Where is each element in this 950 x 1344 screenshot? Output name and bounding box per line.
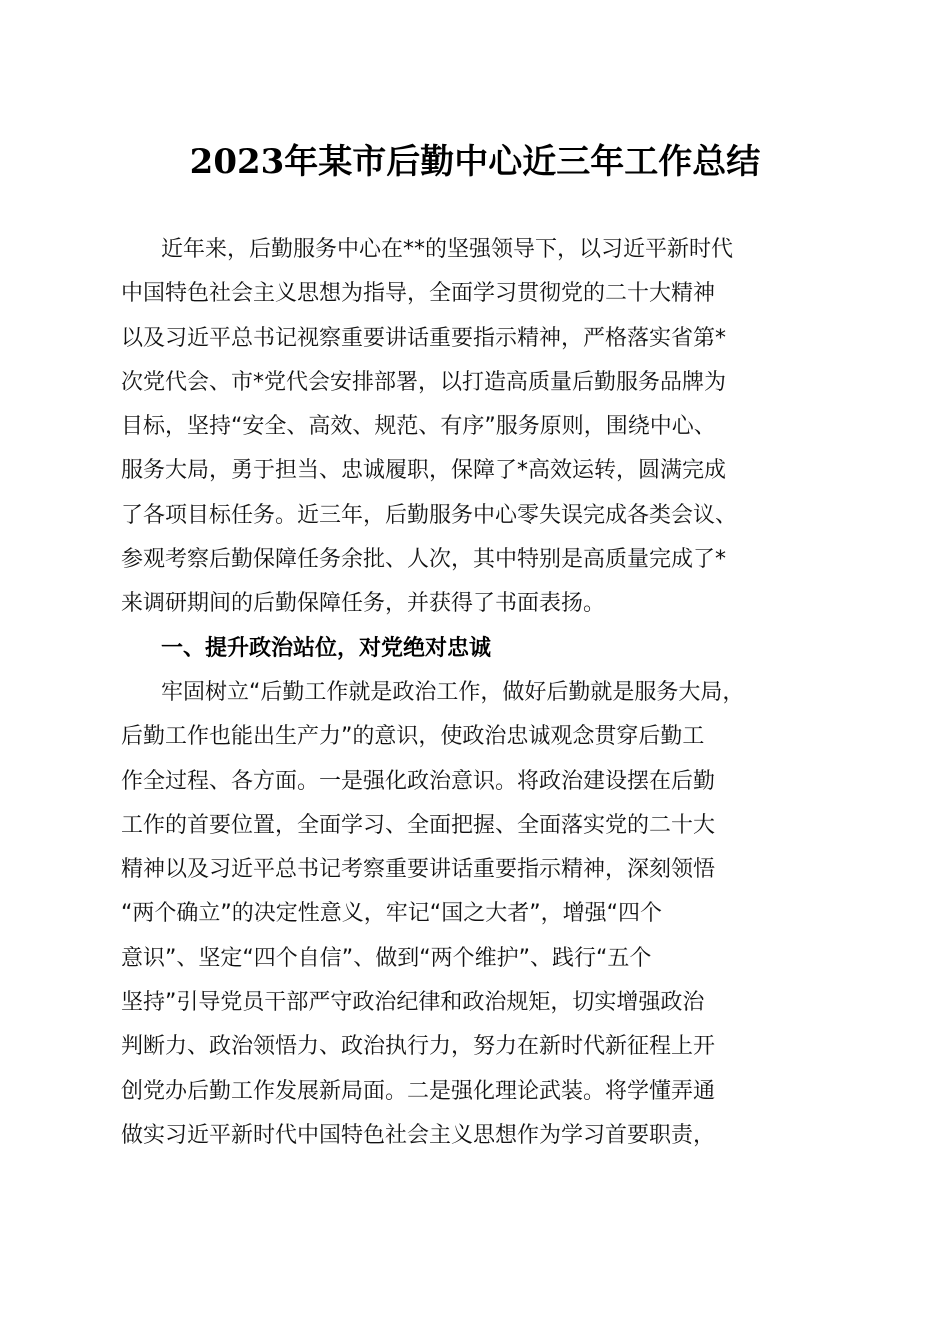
paragraph-line: 判断力、政治领悟力、政治执行力，努力在新时代新征程上开 xyxy=(121,1034,716,1060)
document-title: 2023年某市后勤中心近三年工作总结 xyxy=(189,142,761,182)
paragraph-line: 目标，坚持“安全、高效、规范、有序”服务原则，围绕中心、 xyxy=(121,414,716,440)
paragraph-line: 意识”、坚定“四个自信”、做到“两个维护”、践行“五个 xyxy=(121,945,652,971)
paragraph-line: 作全过程、各方面。一是强化政治意识。将政治建设摆在后勤 xyxy=(121,768,716,794)
paragraph-line: 中国特色社会主义思想为指导，全面学习贯彻党的二十大精神 xyxy=(121,281,716,307)
paragraph-line: 服务大局，勇于担当、忠诚履职，保障了*高效运转，圆满完成 xyxy=(121,458,727,484)
paragraph-line: 来调研期间的后勤保障任务，并获得了书面表扬。 xyxy=(121,591,606,617)
paragraph-line: 近年来，后勤服务中心在**的坚强领导下，以习近平新时代 xyxy=(161,237,734,262)
paragraph-line: 精神以及习近平总书记考察重要讲话重要指示精神，深刻领悟 xyxy=(121,857,716,883)
paragraph-line: “两个确立”的决定性意义，牢记“国之大者”，增强“四个 xyxy=(121,901,662,927)
paragraph-line: 参观考察后勤保障任务余批、人次，其中特别是高质量完成了* xyxy=(121,547,727,573)
paragraph-line: 工作的首要位置，全面学习、全面把握、全面落实党的二十大 xyxy=(121,812,716,838)
paragraph-line: 了各项目标任务。近三年，后勤服务中心零失误完成各类会议、 xyxy=(121,502,738,528)
paragraph-line: 牢固树立“后勤工作就是政治工作，做好后勤就是服务大局， xyxy=(161,679,745,705)
paragraph-line: 坚持”引导党员干部严守政治纪律和政治规矩，切实增强政治 xyxy=(121,990,705,1016)
paragraph-line: 次党代会、市*党代会安排部署，以打造高质量后勤服务品牌为 xyxy=(121,369,727,395)
paragraph-line: 做实习近平新时代中国特色社会主义思想作为学习首要职责， xyxy=(121,1122,716,1148)
section-heading: 一、提升政治站位，对党绝对忠诚 xyxy=(161,635,492,661)
paragraph-line: 后勤工作也能出生产力”的意识，使政治忠诚观念贯穿后勤工 xyxy=(121,724,705,750)
document-body xyxy=(121,228,831,1158)
paragraph-line: 创党办后勤工作发展新局面。二是强化理论武装。将学懂弄通 xyxy=(121,1078,716,1104)
paragraph-line: 以及习近平总书记视察重要讲话重要指示精神，严格落实省第* xyxy=(121,325,727,351)
